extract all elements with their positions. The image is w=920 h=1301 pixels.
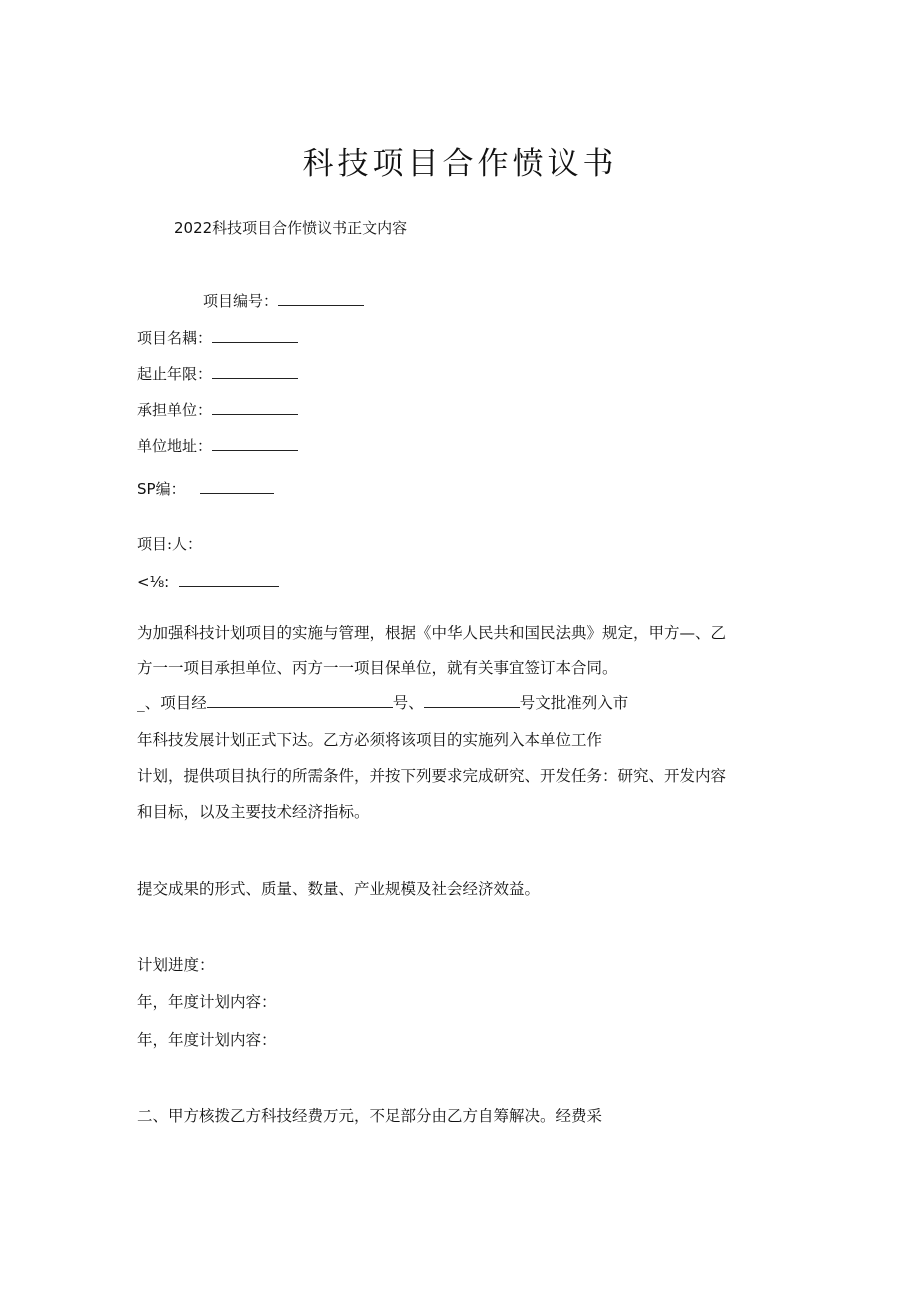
body-paragraph-4: 年科技发展计划正式下达。乙方必须将该项目的实施列入本单位工作 bbox=[137, 731, 603, 749]
body-paragraph-6: 和目标，以及主要技术经济指标。 bbox=[137, 803, 370, 821]
odd-label: <⅛: bbox=[137, 573, 170, 591]
plan-progress-heading: 计划进度： bbox=[137, 956, 215, 974]
body-paragraph-1: 为加强科技计划项目的实施与管理，根据《中华人民共和国民法典》规定，甲方—、乙 bbox=[137, 624, 727, 642]
odd-field bbox=[137, 572, 279, 591]
p3-part-b: 号、 bbox=[392, 694, 424, 712]
body-paragraph-7: 提交成果的形式、质量、数量、产业规模及社会经济效益。 bbox=[137, 880, 541, 898]
body-paragraph-2: 方一一项目承担单位、丙方一一项目保单位，就有关事宜签订本合同。 bbox=[137, 659, 618, 677]
undertaker-blank bbox=[212, 400, 298, 415]
project-person-field bbox=[137, 533, 202, 554]
period-blank bbox=[212, 364, 298, 379]
project-person-label: 项目:人： bbox=[137, 535, 203, 553]
project-no-blank bbox=[278, 291, 364, 306]
undertaker-field bbox=[137, 399, 298, 420]
document-subtitle: 2022科技项目合作愤议书正文内容 bbox=[174, 219, 408, 237]
undertaker-label: 承担单位： bbox=[137, 401, 213, 419]
project-name-blank bbox=[212, 328, 298, 343]
address-label: 单位地址： bbox=[137, 437, 213, 455]
plan-year-2: 年，年度计划内容： bbox=[137, 1031, 277, 1049]
section-two-paragraph: 二、甲方核拨乙方科技经费万元，不足部分由乙方自筹解决。经费采 bbox=[137, 1107, 603, 1125]
address-blank bbox=[212, 436, 298, 451]
sp-label: SP编： bbox=[137, 480, 186, 498]
project-name-label: 项目名耦： bbox=[137, 329, 213, 347]
plan-year-1: 年，年度计划内容： bbox=[137, 993, 277, 1011]
project-no-label: 项目编号： bbox=[203, 292, 279, 310]
address-field bbox=[137, 435, 298, 456]
p3-blank-1 bbox=[207, 693, 393, 708]
period-label: 起止年限： bbox=[137, 365, 213, 383]
project-name-field bbox=[137, 327, 298, 348]
document-title: 科技项目合作愤议书 bbox=[302, 146, 618, 182]
p3-part-c: 号文批准列入市 bbox=[519, 694, 629, 712]
body-paragraph-3 bbox=[137, 691, 628, 713]
odd-blank bbox=[179, 572, 279, 587]
p3-blank-2 bbox=[424, 693, 520, 708]
body-paragraph-5: 计划，提供项目执行的所需条件，并按下列要求完成研究、开发任务：研究、开发内容 bbox=[137, 767, 727, 785]
p3-part-a: _、项目经 bbox=[137, 694, 207, 712]
sp-field bbox=[137, 478, 274, 499]
sp-blank bbox=[200, 479, 274, 494]
period-field bbox=[137, 363, 298, 384]
project-no-field bbox=[203, 290, 364, 311]
